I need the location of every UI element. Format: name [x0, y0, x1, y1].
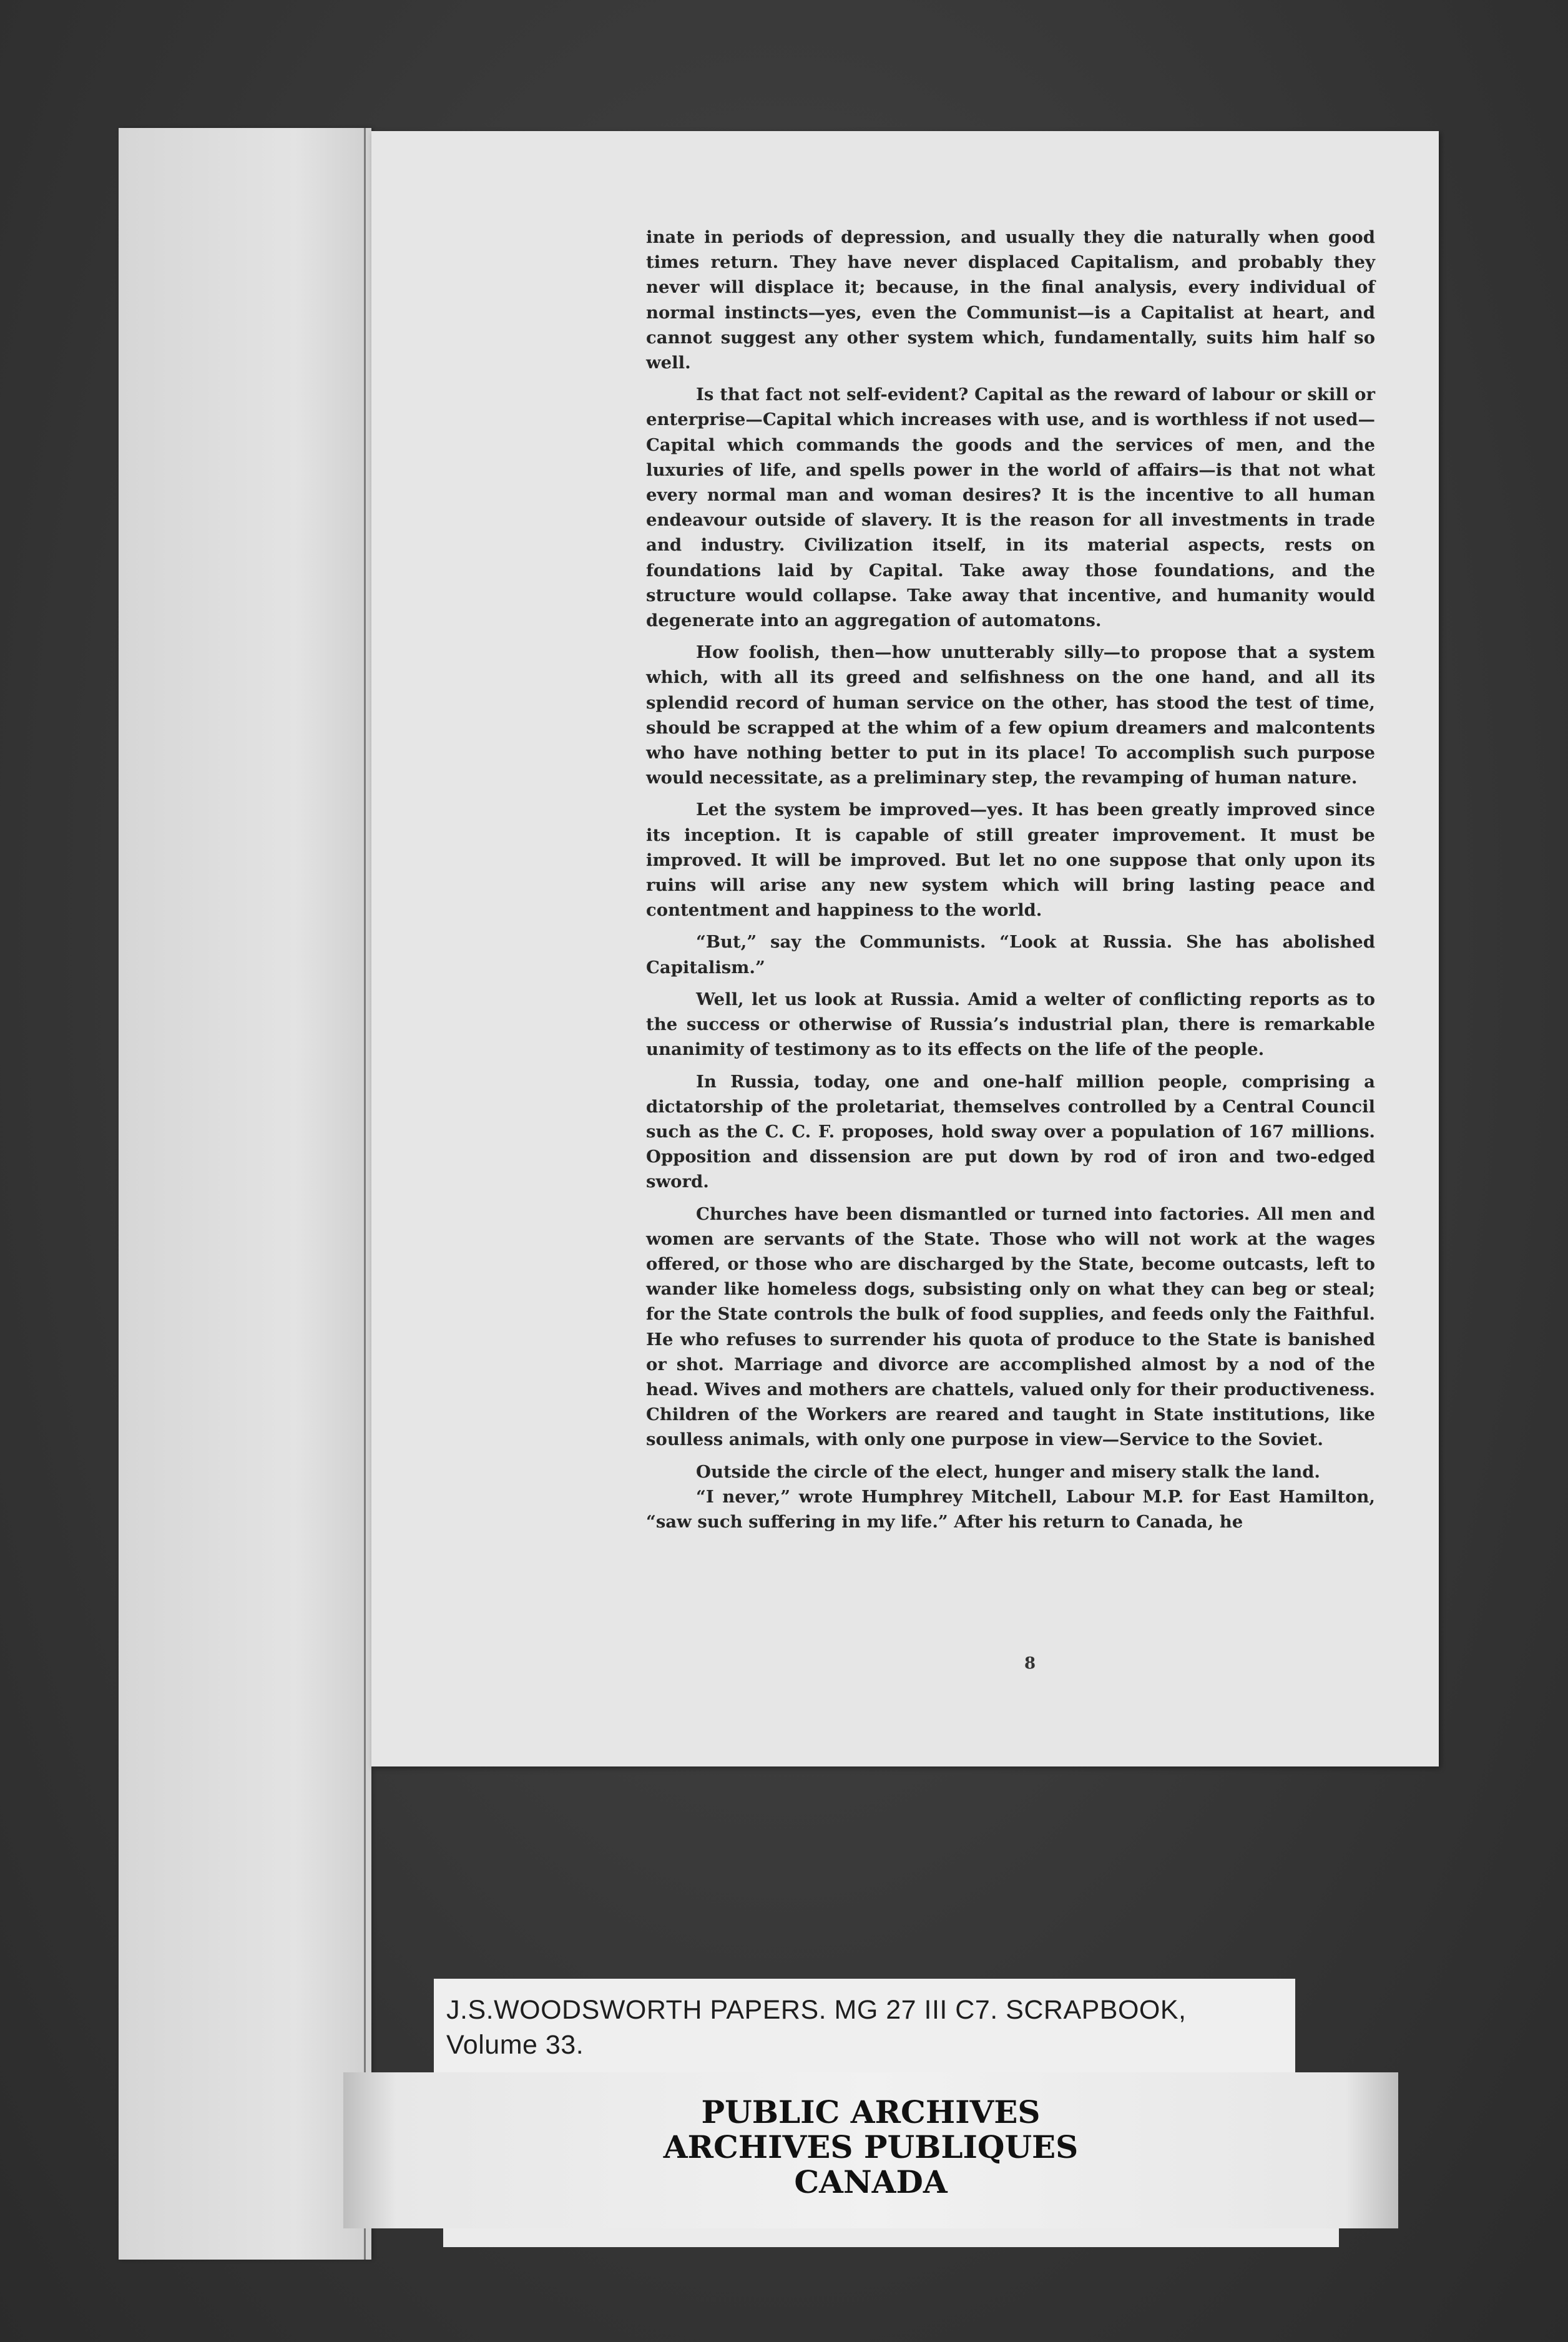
stamp-text: [343, 2095, 1398, 2200]
paragraph: How foolish, then—how unutterably silly—to propose that a system which, with all its greed and selfishness on the one hand, and all its splendid record of human service on the other, has stood the test of time, should be scrapped at the whim of a few opium dreamers and malcontents who have nothing better to put in its place! To accomplish such purpose would necessitate, as a preliminary step, the revamping of human nature.: [646, 642, 1375, 788]
paragraph: Well, let us look at Russia. Amid a welter of conflicting reports as to the success or otherwise of Russia’s industrial plan, there is remarkable unanimity of testimony as to its effects on the life of the people.: [646, 989, 1375, 1060]
paragraph: Let the system be improved—yes. It has been greatly improved since its inception. It is capable of still greater improvement. It must be improved. It will be improved. But let no one suppose that only upon its ruins will arise any new system which will bring lasting peace and contentment and happiness to the world.: [646, 800, 1375, 921]
archive-label-line-1: J.S.WOODSWORTH PAPERS. MG 27 III C7. SCRAPBOOK,: [446, 1995, 1187, 2025]
stamp-line-3: CANADA: [794, 2163, 948, 2200]
paragraph: inate in periods of depression, and usually they die naturally when good times return. They have never displaced Capitalism, and probably they never will displace it; because, in the final analysis, every individual of normal instincts—yes, even the Communist—is a Capitalist at heart, and cannot suggest any other system which, fundamentally, suits him half so well.: [646, 227, 1375, 373]
paragraph: Outside the circle of the elect, hunger and misery stalk the land.: [696, 1461, 1320, 1482]
paragraph: “I never,” wrote Humphrey Mitchell, Labour M.P. for East Hamilton, “saw such suffering in my life.” After his return to Canada, he: [646, 1486, 1375, 1532]
page-number: 8: [1024, 1654, 1036, 1673]
archives-stamp: [343, 2072, 1398, 2228]
paragraph: In Russia, today, one and one-half million people, comprising a dictatorship of the proletariat, themselves controlled by a Central Council such as the C. C. F. proposes, hold sway over a population of 167 millions. Opposition and dissension are put down by rod of iron and two-edged sword.: [646, 1071, 1375, 1192]
left-page-edge: [119, 128, 371, 2260]
archive-label-line-2: Volume 33.: [446, 2030, 584, 2060]
stamp-line-2: ARCHIVES PUBLIQUES: [663, 2129, 1079, 2165]
paragraph: Is that fact not self-evident? Capital as the reward of labour or skill or enterprise—Capital which increases with use, and is worthless if not used—Capital which commands the goods and the services of men, and the luxuries of life, and spells power in the world of affairs—is that not what every normal man and woman desires? It is the incentive to all human endeavour outside of slavery. It is the reason for all investments in trade and industry. Civilization itself, in its material aspects, rests on foundations laid by Capital. Take away those foundations, and the structure would collapse. Take away that incentive, and humanity would degenerate into an aggregation of automatons.: [646, 385, 1375, 631]
archive-reference-label: [434, 1979, 1295, 2072]
paragraph: “But,” say the Communists. “Look at Russia. She has abolished Capitalism.”: [646, 932, 1375, 977]
paragraph: Churches have been dismantled or turned into factories. All men and women are servants of the State. Those who will not work at the wages offered, or those who are discharged by the State, become outcasts, left to wander like homeless dogs, subsisting only on what they can beg or steal; for the State controls the bulk of food supplies, and feeds only the Faithful. He who refuses to surrender his quota of produce to the State is banished or shot. Marriage and divorce are accomplished almost by a nod of the head. Wives and mothers are chattels, valued only for their productiveness. Children of the Workers are reared and taught in State institutions, like soulless animals, with only one purpose in view—Service to the Soviet.: [646, 1203, 1375, 1450]
binding-spine: [364, 128, 366, 2260]
stamp-line-1: PUBLIC ARCHIVES: [701, 2094, 1041, 2130]
document-page: [371, 131, 1439, 1766]
body-text: [646, 225, 1375, 1541]
bottom-paper-edge: [443, 2228, 1339, 2247]
